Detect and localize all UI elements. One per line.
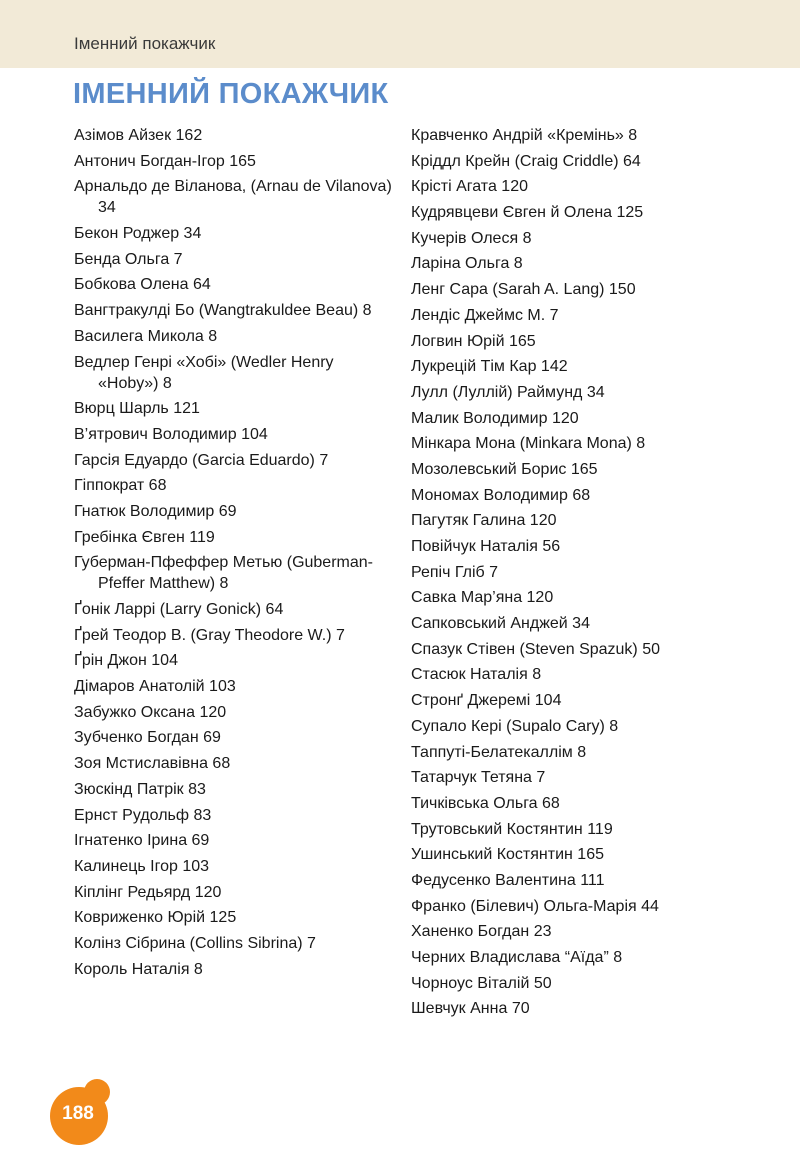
page-number: 188 — [62, 1103, 94, 1124]
index-entry: Савка Мар’яна 120 — [411, 589, 554, 607]
index-entry: Кравченко Андрій «Кремінь» 8 — [411, 127, 638, 144]
index-entry: Ленг Сара (Sarah A. Lang) 150 — [411, 281, 636, 299]
index-entry: Крісті Агата 120 — [411, 178, 528, 196]
index-entry: Таппуті-Белатекаллім 8 — [411, 743, 587, 761]
index-entry: Кріддл Крейн (Craig Criddle) 64 — [411, 152, 641, 170]
index-entry: Шевчук Анна 70 — [411, 1000, 530, 1018]
index-entry: Гнатюк Володимир 69 — [74, 502, 237, 520]
index-entry: Колінз Сібрина (Collins Sibrina) 7 — [74, 934, 316, 952]
index-entry: Арнальдо де Віланова, (Arnau de Vilanova) 34 — [74, 178, 392, 217]
index-entry: Калинець Ігор 103 — [74, 857, 210, 875]
index-entry: Стронґ Джеремі 104 — [411, 692, 562, 710]
index-entry: Лукрецій Тім Кар 142 — [411, 358, 568, 376]
index-entry: Лендіс Джеймс М. 7 — [411, 306, 559, 324]
index-entry: Чорноус Віталій 50 — [411, 974, 552, 992]
index-entry: Забужко Оксана 120 — [74, 703, 227, 721]
page-number-badge — [50, 1087, 110, 1147]
badge-circle-small — [84, 1079, 110, 1105]
index-entry: Тичківська Ольга 68 — [411, 794, 560, 812]
index-entry: Гарсія Едуардо (Garcia Eduardo) 7 — [74, 451, 329, 469]
index-entry: Ігнатенко Ірина 69 — [74, 832, 210, 850]
index-entry: Ведлер Генрі «Хобі» (Wedler Henry «Hoby») 8 — [74, 353, 334, 392]
index-column-right — [411, 125, 731, 1024]
index-entry: Губерман-Пфеффер Метью (Guberman-Pfeffer Matthew) 8 — [74, 554, 373, 593]
index-entry: Трутовський Костянтин 119 — [411, 820, 613, 838]
index-column-left — [74, 125, 394, 984]
index-entry: Мономах Володимир 68 — [411, 486, 591, 504]
index-entry: Гребінка Євген 119 — [74, 528, 215, 546]
index-entry: Вангтракулді Бо (Wangtrakuldee Beau) 8 — [74, 302, 372, 320]
index-entry: Лулл (Луллій) Раймунд 34 — [411, 383, 605, 401]
index-entry: Мозолевський Борис 165 — [411, 460, 598, 478]
index-entry: Франко (Білевич) Ольга-Марія 44 — [411, 897, 659, 915]
index-entry: Зюскінд Патрік 83 — [74, 780, 206, 798]
index-entry: Мінкара Мона (Minkara Mona) 8 — [411, 435, 646, 453]
index-entry: Ковриженко Юрій 125 — [74, 909, 237, 927]
index-entry: Черних Владислава “Аїда” 8 — [411, 949, 623, 966]
running-header-title: Іменний покажчик — [74, 34, 216, 53]
index-entry: Кучерів Олеся 8 — [411, 229, 532, 247]
index-entry: Пагутяк Галина 120 — [411, 512, 557, 530]
index-entry: Гіппократ 68 — [74, 477, 167, 495]
index-entry: Кіплінг Редьярд 120 — [74, 883, 222, 901]
index-entry: Антонич Богдан-Ігор 165 — [74, 152, 256, 170]
index-entry: Азімов Айзек 162 — [74, 127, 203, 144]
index-entry: Спазук Стівен (Steven Spazuk) 50 — [411, 640, 660, 658]
index-entry: Бекон Роджер 34 — [74, 225, 202, 243]
index-entry: Татарчук Тетяна 7 — [411, 769, 546, 787]
index-entry: Ґонік Ларрі (Larry Gonick) 64 — [74, 601, 284, 618]
running-header — [0, 0, 800, 68]
index-entry: Ушинський Костянтин 165 — [411, 846, 604, 864]
index-entry: Кудрявцеви Євген й Олена 125 — [411, 204, 644, 222]
index-entry: Ернст Рудольф 83 — [74, 806, 212, 824]
index-entry: Бенда Ольга 7 — [74, 250, 183, 268]
index-entry: Сапковський Анджей 34 — [411, 615, 590, 633]
index-entry: Повійчук Наталія 56 — [411, 538, 561, 555]
index-entry: Ґрей Теодор В. (Gray Theodore W.) 7 — [74, 626, 345, 644]
index-entry: Ларіна Ольга 8 — [411, 255, 523, 273]
index-entry: Дімаров Анатолій 103 — [74, 678, 236, 696]
index-entry: Василега Микола 8 — [74, 327, 218, 345]
index-entry: Федусенко Валентина 111 — [411, 871, 605, 889]
index-entry: Репіч Гліб 7 — [411, 563, 499, 581]
index-entry: Зоя Мстиславівна 68 — [74, 755, 231, 773]
index-entry: Бобкова Олена 64 — [74, 276, 211, 294]
index-entry: Логвин Юрій 165 — [411, 332, 536, 350]
index-entry: Ґрін Джон 104 — [74, 652, 178, 670]
index-entry: Супало Кері (Supalo Cary) 8 — [411, 717, 619, 735]
index-entry: Ханенко Богдан 23 — [411, 923, 552, 941]
page-title: ІМЕННИЙ ПОКАЖЧИК — [73, 78, 389, 110]
index-entry: Вюрц Шарль 121 — [74, 400, 200, 418]
index-entry: Малик Володимир 120 — [411, 409, 579, 427]
index-entry: Зубченко Богдан 69 — [74, 729, 221, 747]
index-entry: Король Наталія 8 — [74, 960, 203, 978]
index-entry: В’ятрович Володимир 104 — [74, 425, 268, 443]
index-entry: Стасюк Наталія 8 — [411, 666, 542, 684]
